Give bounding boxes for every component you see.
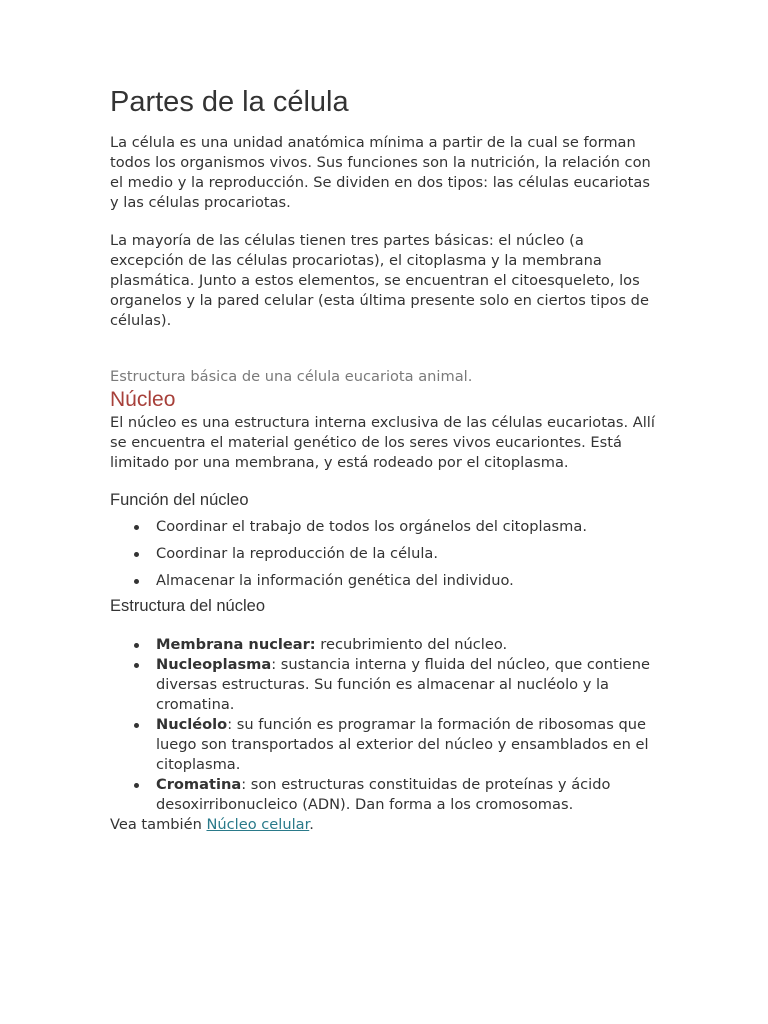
page-title: Partes de la célula xyxy=(110,86,349,118)
list-item: Almacenar la información genética del individuo. xyxy=(156,571,658,591)
nucleo-heading: Núcleo xyxy=(110,388,176,411)
see-also-suffix: . xyxy=(309,816,314,833)
nucleo-paragraph: El núcleo es una estructura interna exclusiva de las células eucariotas. Allí se encuentra el material genético de los seres vivos eucariontes. Está limitado por una membrana, y está rodeado por el citoplasma. xyxy=(110,414,655,471)
term-label: Nucléolo xyxy=(156,716,228,733)
funcion-heading: Función del núcleo xyxy=(110,491,249,509)
intro-paragraph-1: La célula es una unidad anatómica mínima a partir de la cual se forman todos los organismos vivos. Sus funciones son la nutrición, la relación con el medio y la reproducción. Se dividen en dos tipos: las células eucariotas y las células procariotas. xyxy=(110,134,651,211)
list-item: Coordinar la reproducción de la célula. xyxy=(156,544,658,564)
see-also-prefix: Vea también xyxy=(110,816,207,833)
list-item xyxy=(156,715,658,775)
term-label: Membrana nuclear: xyxy=(156,636,316,653)
term-description: recubrimiento del núcleo. xyxy=(315,636,508,653)
list-item xyxy=(156,775,658,815)
term-description: : su función es programar la formación de ribosomas que luego son transportados al exterior del núcleo y ensamblados en el citoplasma. xyxy=(156,716,649,773)
estructura-heading: Estructura del núcleo xyxy=(110,597,266,615)
nucleo-celular-link[interactable]: Núcleo celular xyxy=(206,816,310,833)
funcion-list xyxy=(110,517,658,591)
term-label: Cromatina xyxy=(156,776,242,793)
list-item xyxy=(156,635,658,655)
term-label: Nucleoplasma xyxy=(156,656,272,673)
estructura-list xyxy=(110,635,658,815)
see-also-line xyxy=(110,815,658,835)
term-description: : sustancia interna y fluida del núcleo, que contiene diversas estructuras. Su función es almacenar al nucléolo y la cromatina. xyxy=(156,656,651,713)
image-caption: Estructura básica de una célula eucariota animal. xyxy=(110,368,473,385)
list-item: Coordinar el trabajo de todos los orgánelos del citoplasma. xyxy=(156,517,658,537)
list-item xyxy=(156,655,658,715)
intro-paragraph-2: La mayoría de las células tienen tres partes básicas: el núcleo (a excepción de las células procariotas), el citoplasma y la membrana plasmática. Junto a estos elementos, se encuentran el citoesqueleto, los organelos y la pared celular (esta última presente solo en ciertos tipos de células). xyxy=(110,232,649,329)
article-content xyxy=(110,84,658,835)
term-description: : son estructuras constituidas de proteínas y ácido desoxirribonucleico (ADN). Dan forma a los cromosomas. xyxy=(156,776,611,813)
